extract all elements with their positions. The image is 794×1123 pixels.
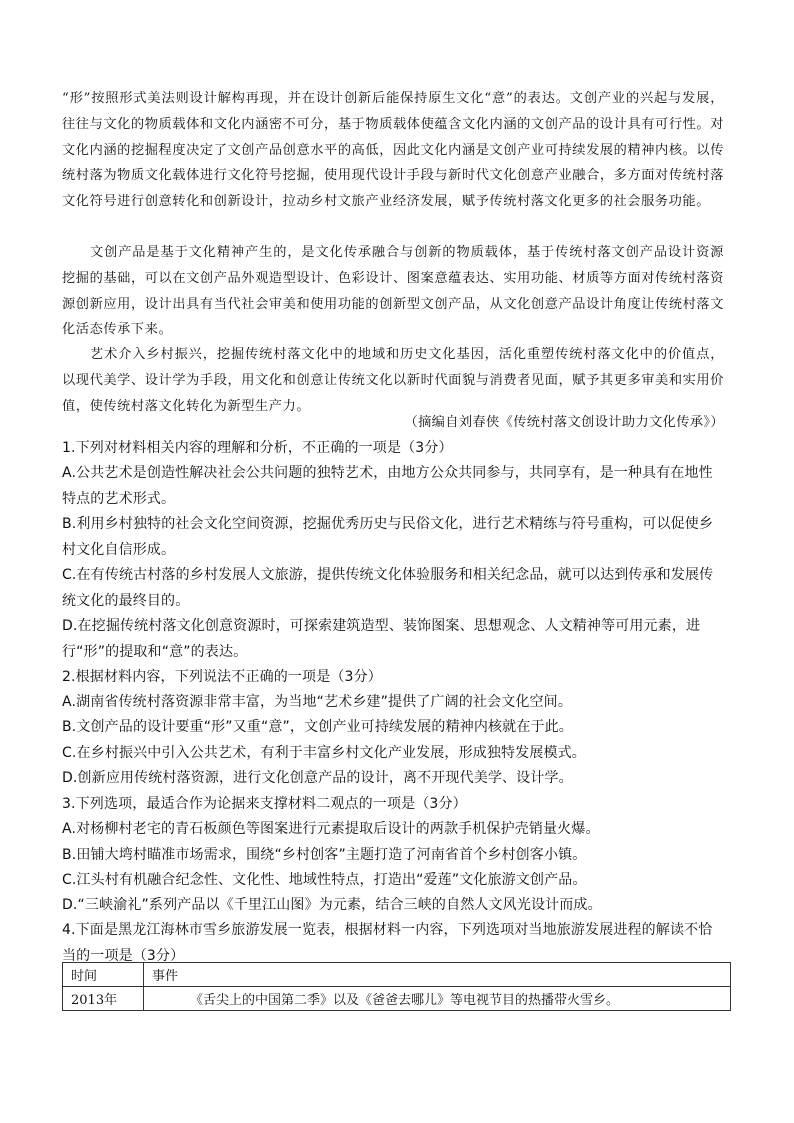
question-3-option-a: A.对杨柳村老宅的青石板颜色等图案进行元素提取后设计的两款手机保护壳销量火爆。 (62, 821, 600, 837)
table-header-event: 事件 (144, 963, 731, 987)
question-2-option-a: A.湖南省传统村落资源非常丰富，为当地“艺术乡建”提供了广阔的社会文化空间。 (62, 694, 572, 710)
passage-paragraph-2: 文创产品是基于文化精神产生的，是文化传承融合与创新的物质载体，基于传统村落文创产品设计资源挖掘的基础，可以在文创产品外观造型设计、色彩设计、图案意蕴表达、实用功能、材质等方面对传统村落资源创新应用，设计出具有当代社会审美和使用功能的创新型文创产品，从文化创意产品设计角度让传统村落文化活态传承下来。 (62, 245, 724, 338)
table-header-row (63, 963, 731, 987)
passage-paragraph-1: “形”按照形式美法则设计解构再现，并在设计创新后能保持原生文化“意”的表达。文创产业的兴起与发展，往往与文化的物质载体和文化内涵密不可分，基于物质载体使蕴含文化内涵的文创产品的设计具有可行性。对文化内涵的挖掘程度决定了文创产品创意水平的高低，因此文化内涵是文创产业可持续发展的精神内核。以传统村落为物质文化载体进行文化符号挖掘，使用现代设计手段与新时代文化创意产业融合，多方面对传统村落文化符号进行创意转化和创新设计，拉动乡村文旅产业经济发展，赋予传统村落文化更多的社会服务功能。 (62, 91, 724, 210)
question-2-option-b: B.文创产品的设计要重“形”又重“意”，文创产业可持续发展的精神内核就在于此。 (62, 719, 573, 735)
table-row (63, 987, 731, 1011)
passage-source: （摘编自刘春侠《传统村落文创设计助力文化传承》） (404, 415, 724, 430)
question-2-option-c: C.在乡村振兴中引入公共艺术，有利于丰富乡村文化产业发展，形成独特发展模式。 (62, 745, 586, 761)
question-1-option-b: B.利用乡村独特的社会文化空间资源，挖掘优秀历史与民俗文化，进行艺术精练与符号重构，可以促使乡村文化自信形成。 (62, 516, 714, 558)
tourism-events-table (62, 962, 731, 1011)
table-header-time: 时间 (63, 963, 144, 987)
question-1-stem: 1.下列对材料相关内容的理解和分析，不正确的一项是（3分） (62, 440, 453, 456)
table-cell-event: 《舌尖上的中国第二季》以及《爸爸去哪儿》等电视节目的热播带火雪乡。 (144, 987, 731, 1011)
question-1-option-a: A.公共艺术是创造性解决社会公共问题的独特艺术，由地方公众共同参与，共同享有，是一种具有在地性特点的艺术形式。 (62, 465, 713, 507)
table-cell-time: 2013年 (63, 987, 144, 1011)
question-1-option-d: D.在挖掘传统村落文化创意资源时，可探索建筑造型、装饰图案、思想观念、人文精神等可用元素，进行“形”的提取和“意”的表达。 (62, 618, 701, 660)
question-2-stem: 2.根据材料内容，下列说法不正确的一项是（3分） (62, 669, 382, 685)
question-3-stem: 3.下列选项，最适合作为论据来支撑材料二观点的一项是（3分） (62, 796, 467, 812)
question-2-option-d: D.创新应用传统村落资源，进行文化创意产品的设计，离不开现代美学、设计学。 (62, 770, 573, 786)
passage-paragraph-3: 艺术介入乡村振兴，挖掘传统村落文化中的地域和历史文化基因，活化重塑传统村落文化中的价值点，以现代美学、设计学为手段，用文化和创意让传统文化以新时代面貌与消费者见面，赋予其更多审美和实用价值，使传统村落文化转化为新型生产力。 (62, 347, 724, 414)
question-3-option-c: C.江头村有机融合纪念性、文化性、地域性特点，打造出“爱莲”文化旅游文创产品。 (62, 872, 587, 888)
question-3-option-b: B.田铺大塆村瞄准市场需求，围绕“乡村创客”主题打造了河南省首个乡村创客小镇。 (62, 847, 587, 863)
question-4-stem: 4.下面是黑龙江海林市雪乡旅游发展一览表，根据材料一内容，下列选项对当地旅游发展进程的解读不恰当的一项是（3分） (62, 922, 713, 964)
question-3-option-d: D.“三峡渝礼”系列产品以《千里江山图》为元素，结合三峡的自然人文风光设计而成。 (62, 897, 602, 913)
question-1-option-c: C.在有传统古村落的乡村发展人文旅游，提供传统文化体验服务和相关纪念品，就可以达到传承和发展传统文化的最终目的。 (62, 567, 714, 609)
